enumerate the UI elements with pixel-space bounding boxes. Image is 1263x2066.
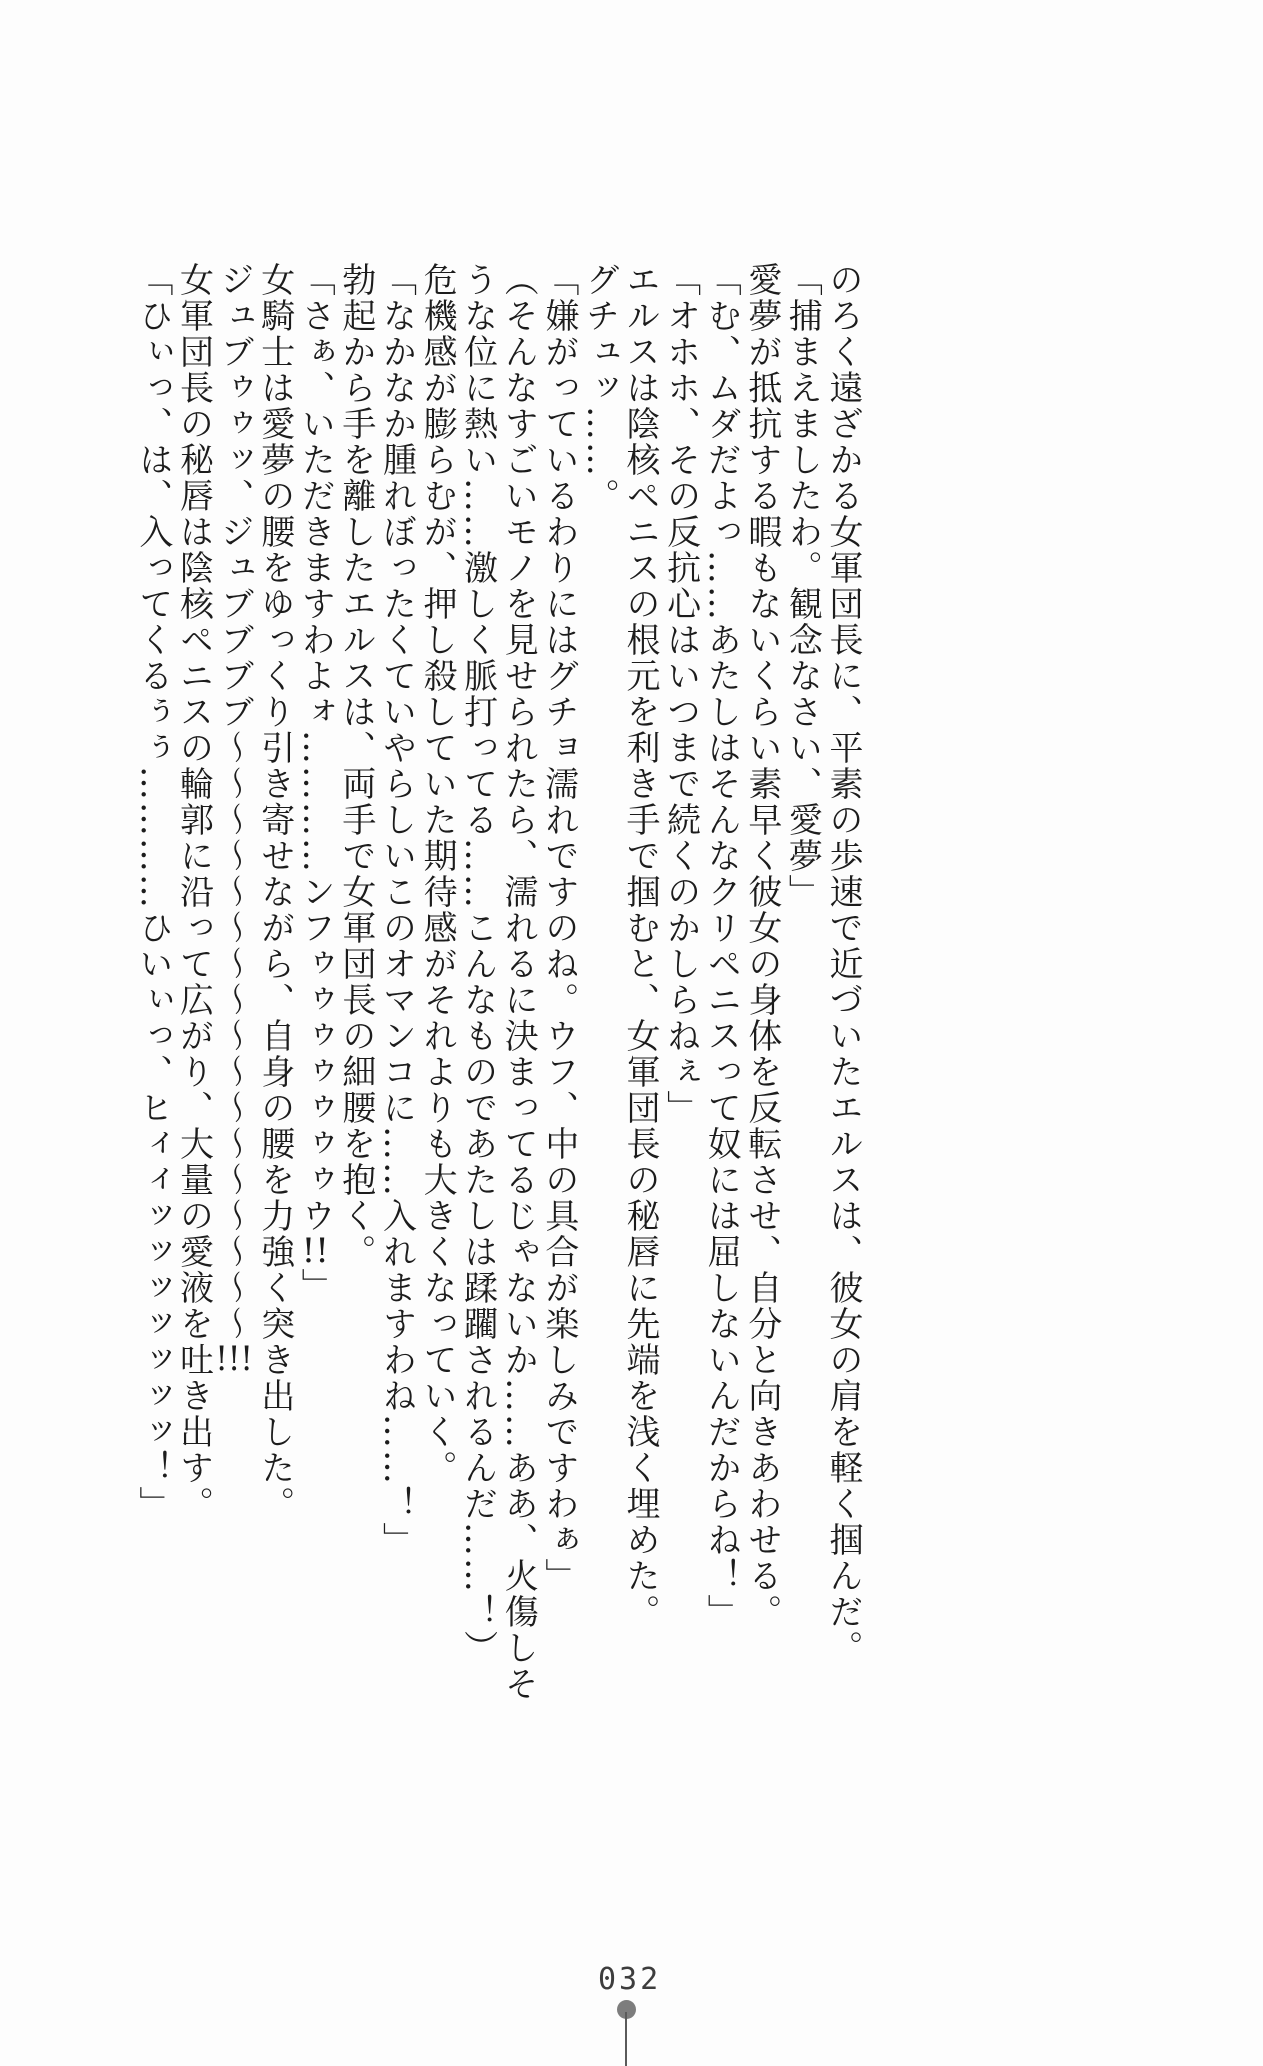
line-text: 「捕まえましたわ。観念なさい、愛夢」 xyxy=(782,262,823,910)
vertical-text-block xyxy=(132,262,863,1714)
page-footer xyxy=(0,1960,1263,2066)
line-text: 女軍団長の秘唇は陰核ペニスの輪郭に沿って広がり、大量の愛液を吐き出す。 xyxy=(173,262,214,1522)
line-text: 「オホホ、その反抗心はいつまで続くのかしらねぇ」 xyxy=(660,262,701,1126)
line-text: （そんなすごいモノを見せられたら、濡れるに決まってるじゃないか……ああ、火傷しそ xyxy=(498,262,539,1702)
text-line xyxy=(538,262,579,1714)
line-text: 「む、ムダだよっ……あたしはそんなクリペニスって奴には屈しないんだからね！」 xyxy=(701,262,742,1630)
line-text: うな位に熱い……激しく脈打ってる……こんなものであたしは蹂躙されるんだ……！） xyxy=(457,262,498,1666)
line-text-end: 」 xyxy=(295,1268,336,1304)
line-text: 愛夢が抵抗する暇もないくらい素早く彼女の身体を反転させ、自分と向きあわせる。 xyxy=(741,262,782,1630)
text-line xyxy=(173,262,214,1714)
line-text: 「嫌がっているわりにはグチョ濡れですのね。ウフ、中の具合が楽しみですわぁ」 xyxy=(538,262,579,1594)
line-text: エルスは陰核ペニスの根元を利き手で掴むと、女軍団長の秘唇に先端を浅く埋めた。 xyxy=(620,262,661,1630)
text-line xyxy=(822,262,863,1714)
text-line xyxy=(498,262,539,1714)
text-line xyxy=(782,262,823,1714)
line-text: 「さぁ、いただきますわよォ…………ンフゥゥゥゥゥゥゥウ xyxy=(295,262,336,1234)
line-text: 「ひぃっ、は、入ってくるぅぅ…………ひいぃっ、ヒィィッッッッッッッ！」 xyxy=(132,262,173,1522)
line-text: 女騎士は愛夢の腰をゆっくり引き寄せながら、自身の腰を力強く突き出した。 xyxy=(254,262,295,1522)
text-line xyxy=(579,262,620,1714)
text-line xyxy=(660,262,701,1714)
text-line xyxy=(132,262,173,1714)
line-text: のろく遠ざかる女軍団長に、平素の歩速で近づいたエルスは、彼女の肩を軽く掴んだ。 xyxy=(823,262,863,1666)
text-line xyxy=(416,262,457,1714)
text-line xyxy=(741,262,782,1714)
line-tcy: !!! xyxy=(215,1342,253,1376)
line-text: グチュッ……。 xyxy=(579,262,620,514)
page-number: 032 xyxy=(598,1962,662,1997)
text-line xyxy=(701,262,742,1714)
text-line xyxy=(295,262,336,1714)
line-text: 危機感が膨らむが、押し殺していた期待感がそれよりも大きくなっていく。 xyxy=(417,262,458,1486)
line-text: 「なかなか腫れぼったくていやらしいこのオマンコに……入れますわね……！」 xyxy=(376,262,417,1558)
text-line xyxy=(457,262,498,1714)
text-line xyxy=(335,262,376,1714)
text-line xyxy=(376,262,417,1714)
text-line xyxy=(214,262,255,1714)
line-text: ジュブゥゥッ、ジュブブブブ〜〜〜〜〜〜〜〜〜〜〜〜〜〜〜〜〜 xyxy=(214,262,255,1342)
footer-rule xyxy=(625,2012,627,2066)
text-line xyxy=(619,262,660,1714)
text-line xyxy=(254,262,295,1714)
line-text: 勃起から手を離したエルスは、両手で女軍団長の細腰を抱く。 xyxy=(335,262,376,1270)
line-tcy: !! xyxy=(301,1234,329,1268)
